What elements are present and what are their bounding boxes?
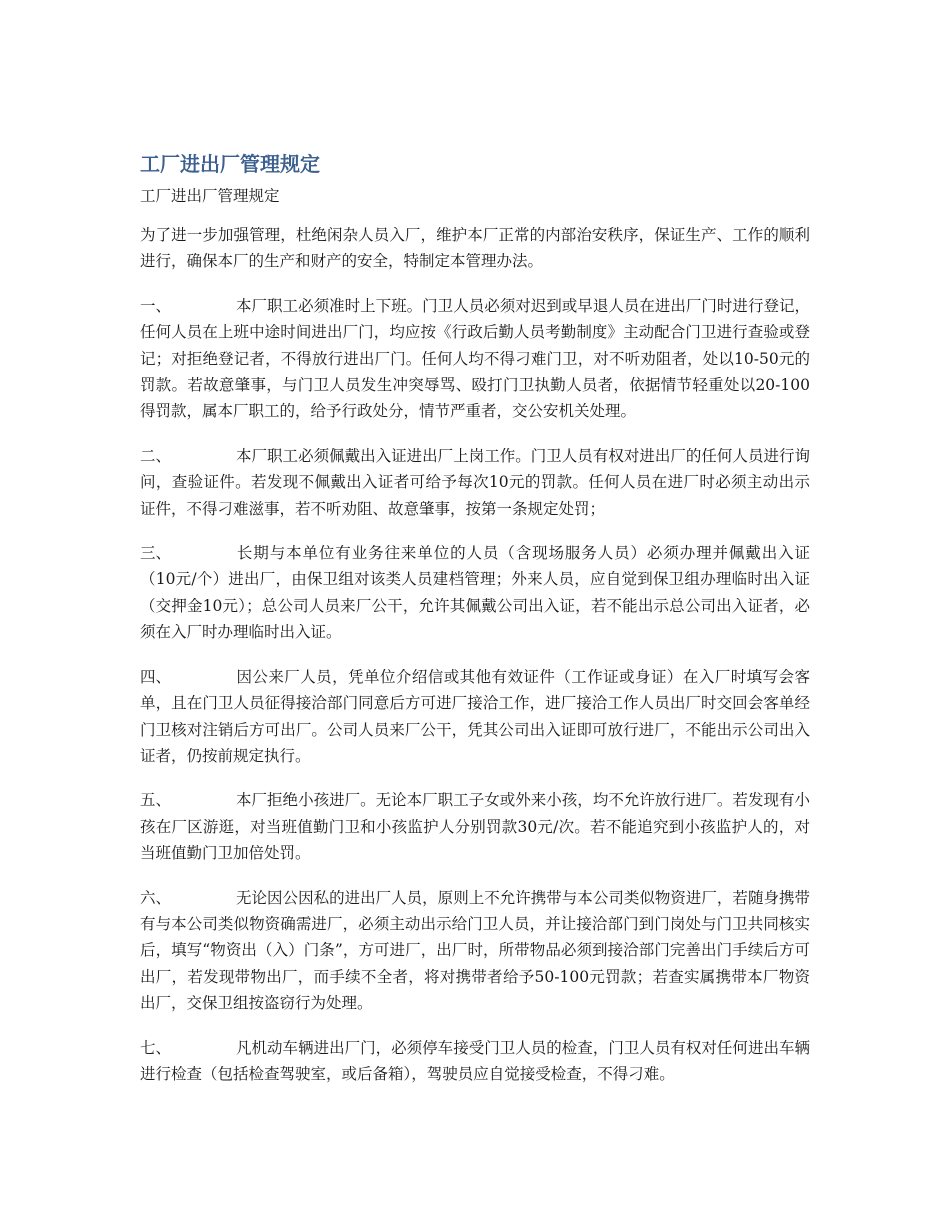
clause-3 <box>140 540 810 646</box>
clause-number: 四、 <box>140 667 172 686</box>
clause-number: 三、 <box>140 544 172 563</box>
clause-text: 本厂拒绝小孩进厂。无论本厂职工子女或外来小孩，均不允许放行进厂。若发现有小孩在厂区游逛，对当班值勤门卫和小孩监护人分别罚款30元/次。若不能追究到小孩监护人的，对当班值勤门卫加倍处罚。 <box>140 791 810 863</box>
document-subtitle: 工厂进出厂管理规定 <box>140 187 280 205</box>
clause-6 <box>140 885 810 1017</box>
clause-number: 五、 <box>140 791 172 810</box>
clause-7 <box>140 1035 810 1088</box>
clause-number: 一、 <box>140 296 172 315</box>
clause-1 <box>140 293 810 425</box>
document-title: 工厂进出厂管理规定 <box>140 152 320 176</box>
clause-text: 长期与本单位有业务往来单位的人员（含现场服务人员）必须办理并佩戴出入证（10元/个）进出厂，由保卫组对该类人员建档管理；外来人员，应自觉到保卫组办理临时出入证（交押金10元）；总公司人员来厂公干，允许其佩戴公司出入证，若不能出示总公司出入证者，必须在入厂时办理临时出入证。 <box>140 544 810 642</box>
intro-paragraph: 为了进一步加强管理，杜绝闲杂人员入厂，维护本厂正常的内部治安秩序，保证生产、工作的顺利进行，确保本厂的生产和财产的安全，特制定本管理办法。 <box>140 226 810 271</box>
clause-text: 本厂职工必须准时上下班。门卫人员必须对迟到或早退人员在进出厂门时进行登记，任何人员在上班中途时间进出厂门，均应按《行政后勤人员考勤制度》主动配合门卫进行查验或登记；对拒绝登记者，不得放行进出厂门。任何人均不得刁难门卫，对不听劝阻者，处以10-50元的罚款。若故意肇事，与门卫人员发生冲突辱骂、殴打门卫执勤人员者，依据情节轻重处以20-100得罚款，属本厂职工的，给予行政处分，情节严重者，交公安机关处理。 <box>140 296 810 421</box>
clause-text: 无论因公因私的进出厂人员，原则上不允许携带与本公司类似物资进厂，若随身携带有与本公司类似物资确需进厂，必须主动出示给门卫人员，并让接洽部门到门岗处与门卫共同核实后，填写“物资出（入）门条”，方可进厂，出厂时，所带物品必须到接洽部门完善出门手续后方可出厂，若发现带物出厂，而手续不全者，将对携带者给予50-100元罚款；若查实属携带本厂物资出厂，交保卫组按盗窃行为处理。 <box>140 888 810 1013</box>
clause-4 <box>140 664 810 770</box>
document-page <box>140 150 810 1105</box>
clause-5 <box>140 787 810 866</box>
clause-text: 因公来厂人员，凭单位介绍信或其他有效证件（工作证或身证）在入厂时填写会客单，且在门卫人员征得接洽部门同意后方可进厂接洽工作，进厂接洽工作人员出厂时交回会客单经门卫核对注销后方可出厂。公司人员来厂公干，凭其公司出入证即可放行进厂，不能出示公司出入证者，仍按前规定执行。 <box>140 667 810 765</box>
clause-text: 本厂职工必须佩戴出入证进出厂上岗工作。门卫人员有权对进出厂的任何人员进行询问，查验证件。若发现不佩戴出入证者可给予每次10元的罚款。任何人员在进厂时必须主动出示证件，不得刁难滋事，若不听劝阻、故意肇事，按第一条规定处罚； <box>140 446 810 518</box>
clause-number: 六、 <box>140 888 172 907</box>
clause-text: 凡机动车辆进出厂门，必须停车接受门卫人员的检查，门卫人员有权对任何进出车辆进行检查（包括检查驾驶室，或后备箱），驾驶员应自觉接受检查，不得刁难。 <box>140 1038 810 1083</box>
clause-2 <box>140 443 810 522</box>
clause-number: 二、 <box>140 446 172 465</box>
clause-number: 七、 <box>140 1038 172 1057</box>
